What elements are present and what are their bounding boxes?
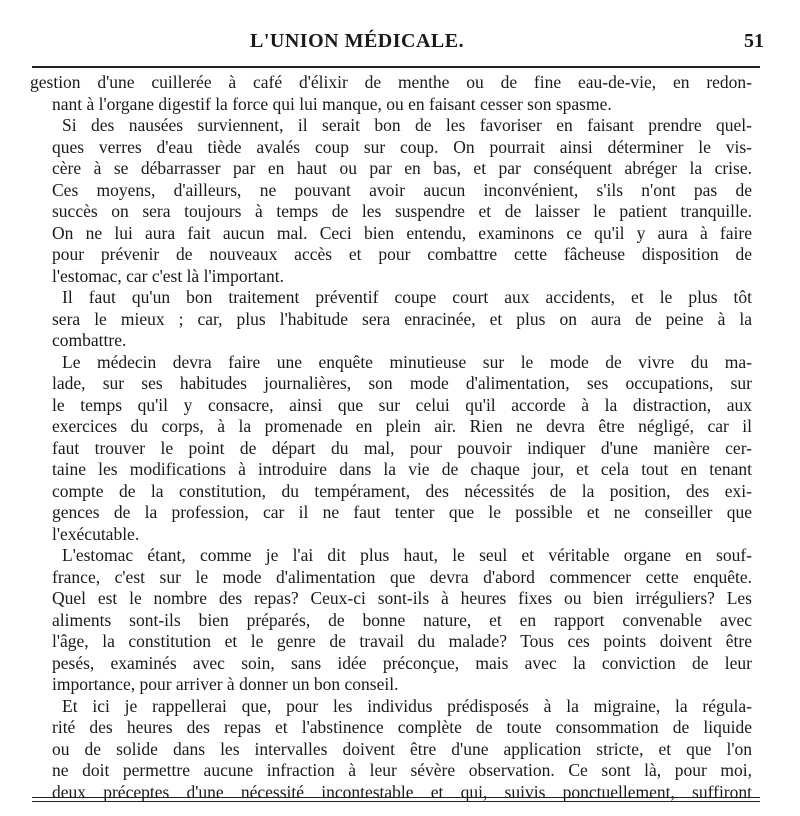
header-rule	[32, 66, 760, 68]
text-line: Il faut qu'un bon traitement préventif coupe court aux accidents, et le plus tôt	[62, 287, 752, 307]
page-header	[0, 26, 800, 56]
text-line: cère à se débarrasser par en haut ou par en bas, et par conséquent abréger la crise.	[52, 158, 752, 178]
text-line: lade, sur ses habitudes journalières, son mode d'alimentation, ses occupations, sur	[52, 373, 752, 393]
text-line: faut trouver le point de départ du mal, pour pouvoir indiquer d'une manière cer-	[52, 437, 752, 458]
text-line: On ne lui aura fait aucun mal. Ceci bien entendu, examinons ce qu'il y aura à faire	[52, 222, 752, 243]
text-line: france, c'est sur le mode d'alimentation que devra d'abord commencer cette enquête.	[52, 566, 752, 587]
page-number: 51	[744, 30, 764, 52]
text-line: combattre.	[52, 330, 127, 350]
text-line: ne doit permettre aucune infraction à leur sévère observation. Ce sont là, pour moi,	[52, 760, 752, 780]
text-line: Et ici je rappellerai que, pour les individus prédisposés à la migraine, la régula-	[62, 695, 752, 716]
text-line: exercices du corps, à la promenade en plein air. Rien ne devra être négligé, car il	[52, 416, 752, 436]
body-text	[30, 72, 752, 803]
text-line: le temps qu'il y consacre, ainsi que sur celui qu'il accorde à la distraction, aux	[52, 394, 752, 415]
text-line: ou de solide dans les intervalles doivent être d'une application stricte, et que l'on	[52, 738, 752, 759]
text-line: Ces moyens, d'ailleurs, ne pouvant avoir aucun inconvénient, s'ils n'ont pas de	[52, 179, 752, 200]
text-line: gestion d'une cuillerée à café d'élixir de menthe ou de fine eau-de-vie, en redon-	[30, 72, 752, 92]
text-line: l'âge, la constitution et le genre de travail du malade? Tous ces points doivent être	[52, 631, 752, 651]
text-line: deux préceptes d'une nécessité incontestable et qui, suivis ponctuellement, suffiront	[52, 781, 752, 802]
text-line: sera le mieux ; car, plus l'habitude sera enracinée, et plus on aura de peine à la	[52, 308, 752, 329]
running-title: L'UNION MÉDICALE.	[250, 30, 465, 52]
text-line: Quel est le nombre des repas? Ceux-ci sont-ils à heures fixes ou bien irréguliers? Les	[52, 588, 752, 608]
text-line: pesés, examinés avec soin, sans idée préconçue, mais avec la conviction de leur	[52, 652, 752, 673]
text-line: nant à l'organe digestif la force qui lui manque, ou en faisant cesser son spasme.	[52, 93, 612, 114]
text-line: Le médecin devra faire une enquête minutieuse sur le mode de vivre du ma-	[62, 351, 752, 372]
text-line: L'estomac étant, comme je l'ai dit plus haut, le seul et véritable organe en souf-	[62, 545, 752, 565]
text-line: aliments sont-ils bien préparés, de bonne nature, et en rapport convenable avec	[52, 609, 752, 630]
text-line: importance, pour arriver à donner un bon conseil.	[52, 674, 399, 694]
text-line: succès on sera toujours à temps de les suspendre et de laisser le patient tranquille.	[52, 201, 752, 221]
footer-rule-double	[32, 801, 760, 802]
text-line: l'exécutable.	[52, 523, 140, 544]
text-line: compte de la constitution, du tempérament, des nécessités de la position, des exi-	[52, 480, 752, 501]
text-line: taine les modifications à introduire dans la vie de chaque jour, et cela tout en tenant	[52, 459, 752, 479]
text-line: l'estomac, car c'est là l'important.	[52, 265, 285, 286]
text-line: pour prévenir de nouveaux accès et pour combattre cette fâcheuse disposition de	[52, 244, 752, 264]
text-line: rité des heures des repas et l'abstinence complète de toute consommation de liquide	[52, 717, 752, 737]
text-line: Si des nausées surviennent, il serait bon de les favoriser en faisant prendre quel-	[62, 115, 752, 135]
text-line: gences de la profession, car il ne faut tenter que le possible et ne conseiller que	[52, 502, 752, 522]
footer-rule	[32, 797, 760, 798]
text-line: ques verres d'eau tiède avalés coup sur coup. On pourrait ainsi déterminer le vis-	[52, 136, 752, 157]
